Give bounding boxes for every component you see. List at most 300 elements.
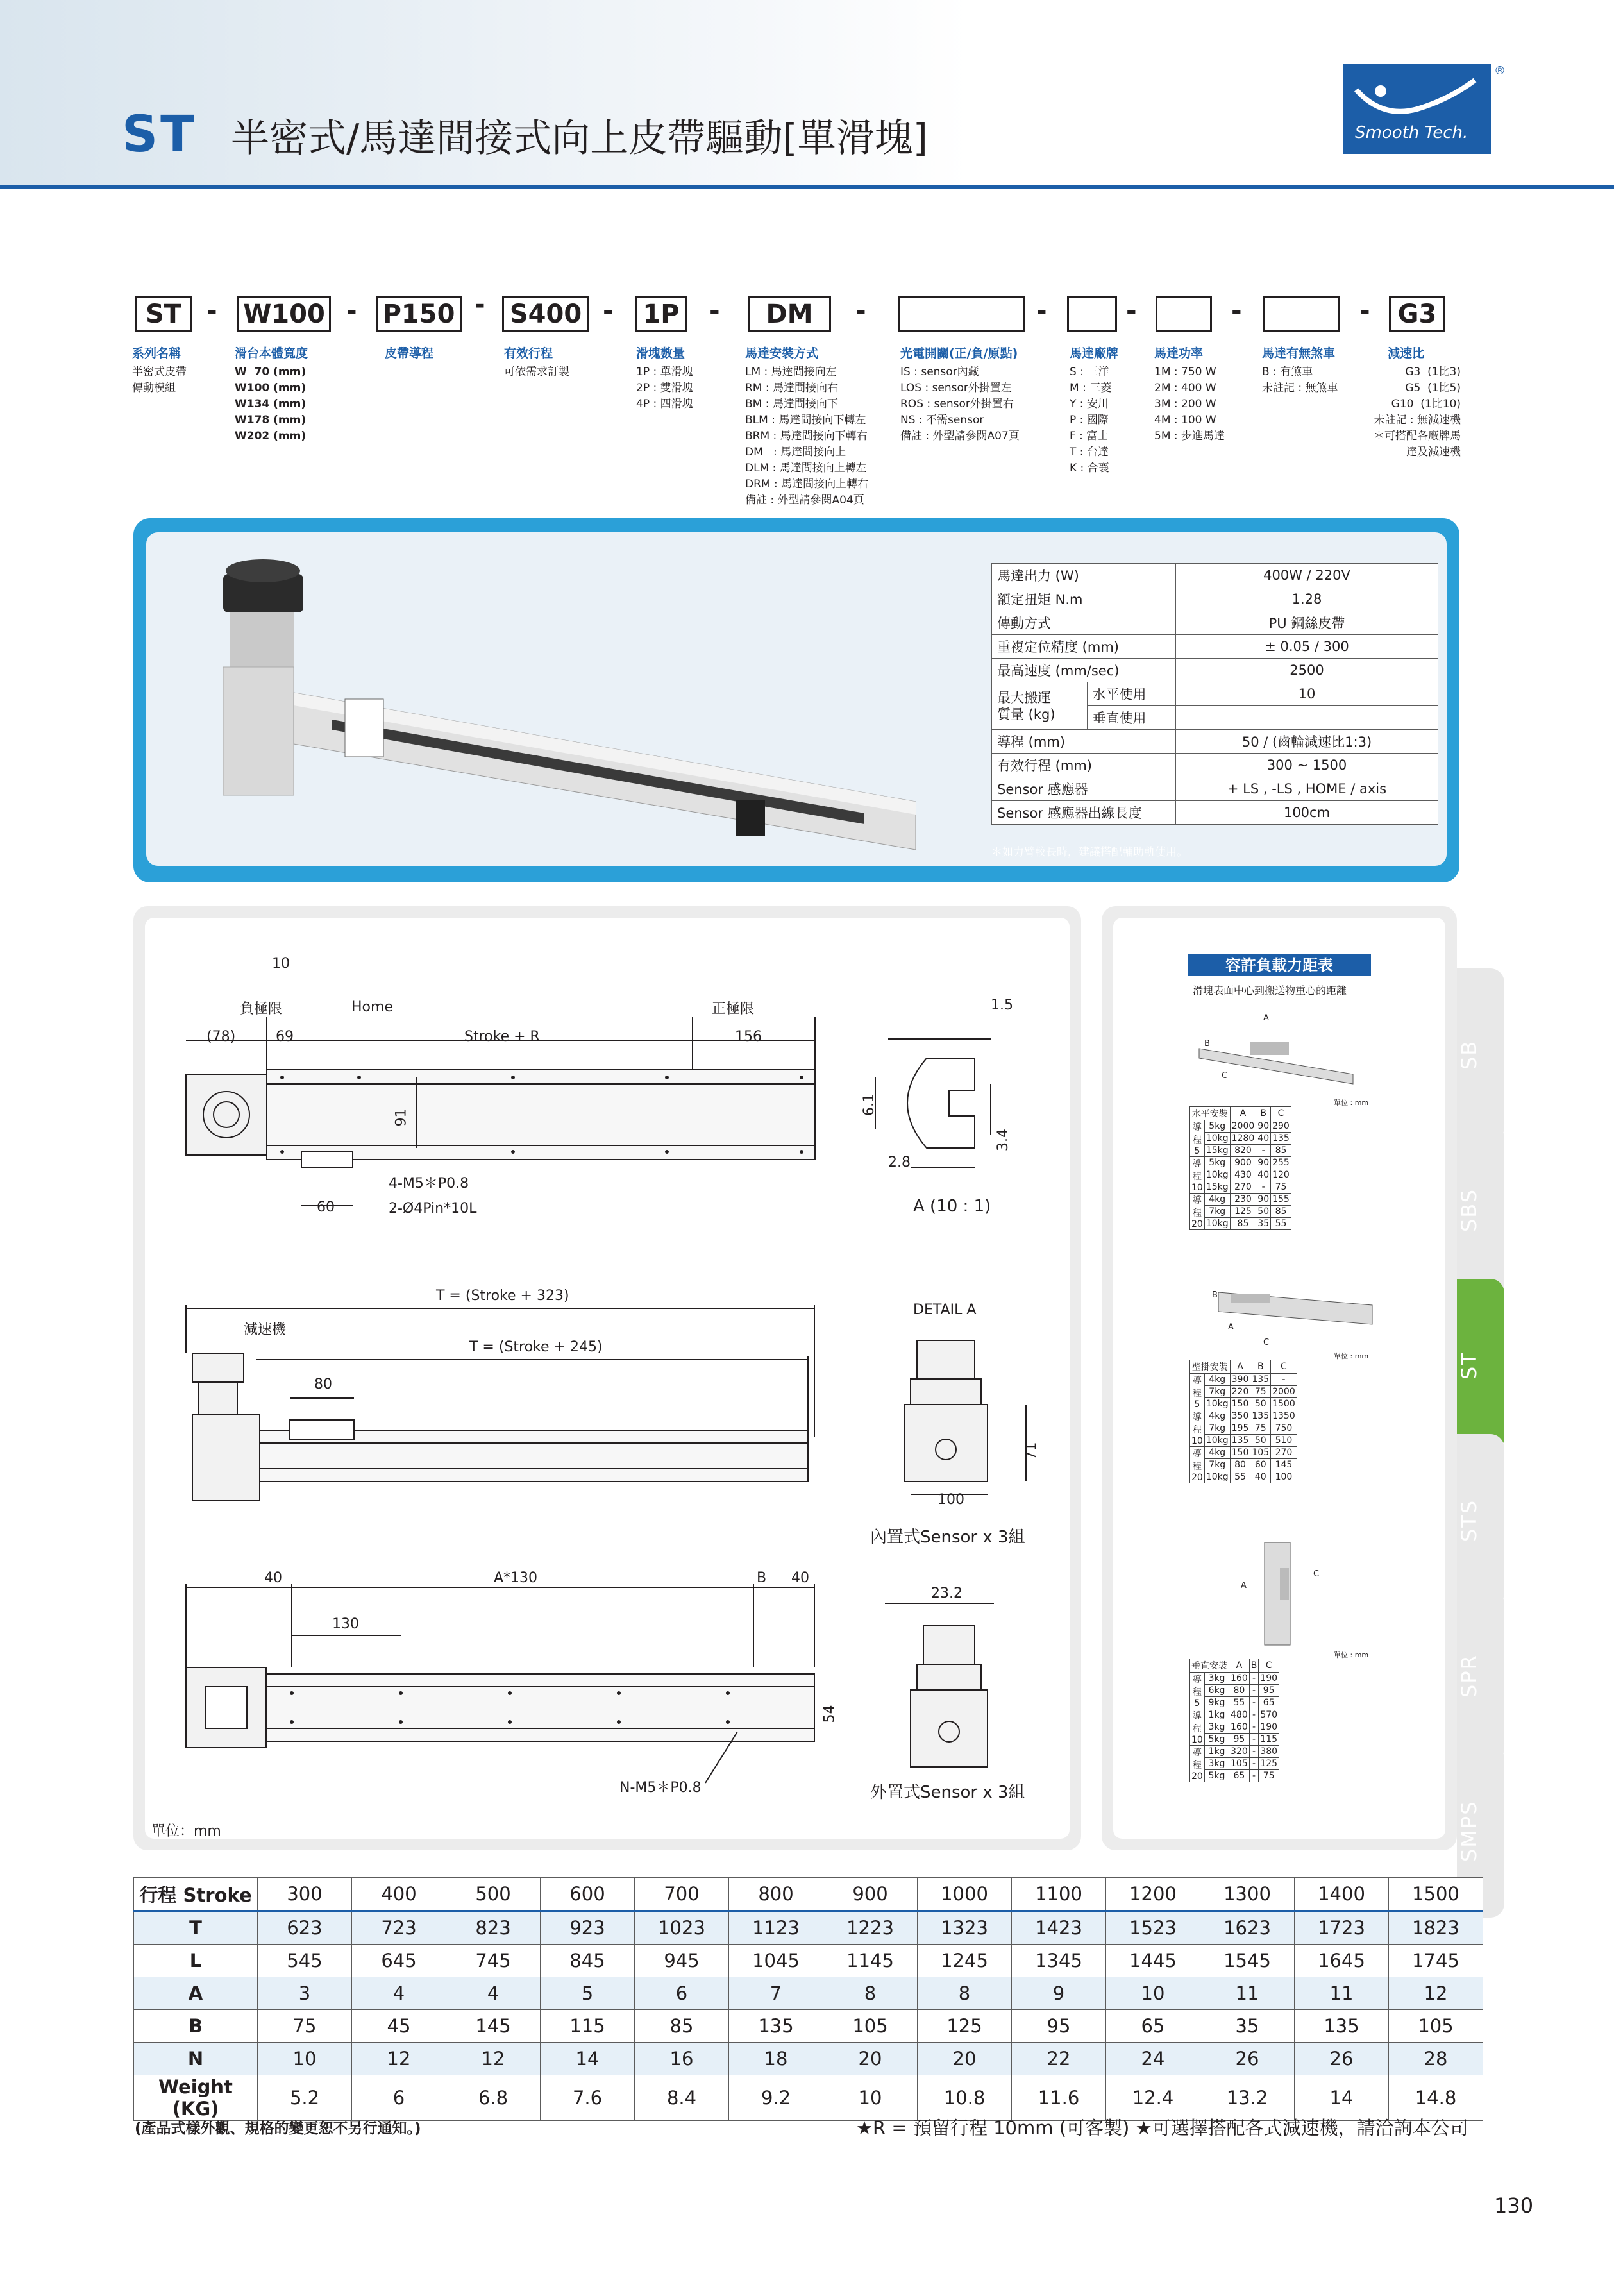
code-width: W100 (237, 296, 331, 332)
registered-mark: ® (1494, 64, 1506, 78)
col-title-brake: 馬達有無煞車 (1262, 346, 1336, 360)
code-reducer: G3 (1389, 296, 1445, 332)
load-cell: 40 (1256, 1133, 1271, 1145)
load-header: C (1271, 1360, 1297, 1374)
spec-payload-label: 最大搬運 質量 (kg) (992, 682, 1088, 730)
fig-label-c: C (1222, 1071, 1228, 1081)
spec-key: Sensor 感應器 (992, 777, 1176, 801)
col-desc-mount: LM : 馬達間接向左 RM : 馬達間接向右 BM : 馬達間接向下 BLM : 馬達間接向下轉左 BRM : 馬達間接向下轉右 DM : 馬達間接向上 DLM : 馬達間接向上轉左 DRM : 馬達間接向上轉右 備註 : 外型請參閱A04頁 (745, 366, 869, 507)
table-header: 行程 Stroke (134, 1878, 258, 1911)
table-cell: 65 (1106, 2010, 1200, 2043)
tab-st[interactable] (1457, 1279, 1504, 1452)
load-cell: 570 (1259, 1709, 1279, 1721)
table-header: 300 (258, 1878, 352, 1911)
table-cell: 16 (635, 2043, 729, 2075)
load-cell: 5kg (1204, 1157, 1230, 1169)
spec-key: 有效行程 (mm) (992, 754, 1176, 777)
tab-label: SBS (1457, 1188, 1481, 1233)
dim-label: 80 (314, 1376, 332, 1392)
fig-label-a: A (1241, 1581, 1247, 1591)
dim-label: 71 (1023, 1442, 1040, 1460)
neg-limit-label: 負極限 (240, 1001, 283, 1017)
table-cell: 1423 (1012, 1911, 1106, 1945)
load-cell: 900 (1230, 1157, 1256, 1169)
table-cell: 1823 (1389, 1911, 1483, 1945)
table-cell: 12.4 (1106, 2075, 1200, 2121)
col-desc-reducer: G3 (1比3) G5 (1比5) G10 (1比10) 未註記 : 無減速機 ＊可搭配各廠牌馬 達及減速機 (1374, 366, 1461, 459)
load-cell: 105 (1229, 1758, 1250, 1770)
lead-label: 導程5 (1190, 1120, 1205, 1157)
row-label: N (134, 2043, 258, 2075)
load-cell: 160 (1229, 1721, 1250, 1734)
load-mount-label: 水平安裝 (1190, 1107, 1231, 1120)
table-cell: 115 (541, 2010, 635, 2043)
table-cell: 923 (541, 1911, 635, 1945)
table-cell: 3 (258, 1977, 352, 2010)
table-header: 600 (541, 1878, 635, 1911)
load-cell: 85 (1230, 1218, 1256, 1230)
load-cell: 90 (1256, 1157, 1271, 1169)
table-cell: 6.8 (446, 2075, 541, 2121)
table-header: 800 (729, 1878, 823, 1911)
table-row (134, 2010, 1483, 2043)
table-cell: 7.6 (541, 2075, 635, 2121)
table-cell: 20 (823, 2043, 918, 2075)
load-cell: 7kg (1204, 1386, 1230, 1398)
table-cell: 24 (1106, 2043, 1200, 2075)
load-cell: 5kg (1204, 1734, 1229, 1746)
footer-note: ★R = 預留行程 10mm (可客製) ★可選擇搭配各式減速機，請洽詢本公司 (856, 2117, 1468, 2139)
table-cell: 105 (823, 2010, 918, 2043)
dim-label: (78) (206, 1029, 236, 1045)
code-series: ST (135, 296, 192, 332)
table-cell: 9 (1012, 1977, 1106, 2010)
table-cell: 11 (1295, 1977, 1389, 2010)
spec-payload-h-label: 水平使用 (1087, 682, 1175, 706)
lead-label: 導程10 (1190, 1410, 1205, 1447)
outer-sensor-label: 外置式Sensor x 3組 (870, 1783, 1025, 1802)
load-cell: 10kg (1204, 1471, 1230, 1483)
table-cell: 8 (823, 1977, 918, 2010)
load-cell: 1350 (1271, 1410, 1297, 1422)
spec-value: 50 / (齒輪減速比1:3) (1176, 730, 1438, 754)
load-cell: 85 (1271, 1145, 1291, 1157)
spec-key: 導程 (mm) (992, 730, 1176, 754)
load-cell: 125 (1259, 1758, 1279, 1770)
table-cell: 11 (1200, 1977, 1295, 2010)
load-cell: 40 (1256, 1169, 1271, 1181)
table-cell: 10 (1106, 1977, 1200, 2010)
table-header: 700 (635, 1878, 729, 1911)
table-cell: 85 (635, 2010, 729, 2043)
fig-label-b: B (1204, 1039, 1210, 1049)
load-cell: 75 (1271, 1181, 1291, 1194)
code-dash: - (1231, 296, 1242, 326)
code-lead: P150 (376, 296, 462, 332)
load-cell: 2000 (1230, 1120, 1256, 1133)
table-cell: 6 (635, 1977, 729, 2010)
spec-key: 傳動方式 (992, 611, 1176, 635)
load-cell: 90 (1256, 1194, 1271, 1206)
load-cell: 4kg (1204, 1374, 1230, 1386)
series-code: ST (122, 106, 198, 164)
col-desc-motor-brand: S : 三洋 M : 三菱 Y : 安川 P : 國際 F : 富士 T : 台達 K : 合襄 (1070, 366, 1112, 475)
table-cell: 945 (635, 1945, 729, 1977)
table-cell: 1323 (918, 1911, 1012, 1945)
row-label: L (134, 1945, 258, 1977)
load-cell: 155 (1271, 1194, 1291, 1206)
spec-note: ＊如力臂較長時，建議搭配輔助軌使用。 (991, 846, 1188, 859)
load-cell: 60 (1250, 1459, 1271, 1471)
table-cell: 1745 (1389, 1945, 1483, 1977)
table-cell: 26 (1200, 2043, 1295, 2075)
load-cell: 380 (1259, 1746, 1279, 1758)
dim-label: 40 (264, 1570, 282, 1586)
load-cell: 7kg (1204, 1422, 1230, 1435)
tab-sb[interactable] (1457, 968, 1504, 1142)
load-cell: 55 (1230, 1471, 1250, 1483)
load-cell: 290 (1271, 1120, 1291, 1133)
table-cell: 12 (1389, 1977, 1483, 2010)
table-cell: 1045 (729, 1945, 823, 1977)
load-cell: 15kg (1204, 1181, 1230, 1194)
col-title-mount: 馬達安裝方式 (745, 346, 819, 360)
load-cell: 90 (1256, 1120, 1271, 1133)
tab-sts[interactable] (1457, 1434, 1504, 1607)
load-cell: 50 (1250, 1435, 1271, 1447)
load-cell: 190 (1259, 1673, 1279, 1685)
table-cell: 1523 (1106, 1911, 1200, 1945)
col-title-slider: 滑塊數量 (636, 346, 685, 360)
load-cell: 10kg (1204, 1398, 1230, 1410)
load-cell: 105 (1250, 1447, 1271, 1459)
fig-label-a: A (1263, 1013, 1269, 1023)
load-cell: 320 (1229, 1746, 1250, 1758)
table-cell: 745 (446, 1945, 541, 1977)
code-dash: - (206, 296, 217, 326)
table-cell: 9.2 (729, 2075, 823, 2121)
table-cell: 20 (918, 2043, 1012, 2075)
dim-label: 156 (735, 1029, 762, 1045)
code-dash: - (1126, 296, 1137, 326)
tab-label: STS (1457, 1499, 1481, 1542)
tab-spr[interactable] (1457, 1589, 1504, 1762)
spec-key: 重複定位精度 (mm) (992, 635, 1176, 659)
spec-value: 400W / 220V (1176, 564, 1438, 587)
tab-sbs[interactable] (1457, 1124, 1504, 1297)
col-title-motor-brand: 馬達廠牌 (1070, 346, 1119, 360)
table-cell: 135 (1295, 2010, 1389, 2043)
load-cell: 55 (1229, 1697, 1250, 1709)
load-cell: 120 (1271, 1169, 1291, 1181)
table-cell: 1245 (918, 1945, 1012, 1977)
code-dash: - (603, 296, 614, 326)
load-cell: 220 (1230, 1386, 1250, 1398)
spec-key: 最高速度 (mm/sec) (992, 659, 1176, 682)
thread-label: N-M5＊P0.8 (619, 1780, 702, 1796)
dim-label: 10 (272, 956, 290, 972)
row-label: B (134, 2010, 258, 2043)
code-dash: - (855, 296, 866, 326)
col-title-motor-power: 馬達功率 (1154, 346, 1204, 360)
table-cell: 7 (729, 1977, 823, 2010)
dim-label: 69 (276, 1029, 294, 1045)
spec-value: 1.28 (1176, 587, 1438, 611)
load-cell: 190 (1259, 1721, 1279, 1734)
dim-label: 100 (937, 1492, 964, 1508)
table-cell: 645 (352, 1945, 446, 1977)
load-cell: 1280 (1230, 1133, 1256, 1145)
table-cell: 1145 (823, 1945, 918, 1977)
table-cell: 1223 (823, 1911, 918, 1945)
col-desc-width: W 70 (mm) W100 (mm) W134 (mm) W178 (mm) W202 (mm) (235, 366, 307, 443)
table-header: 400 (352, 1878, 446, 1911)
table-cell: 1123 (729, 1911, 823, 1945)
load-cell: - (1249, 1697, 1259, 1709)
load-cell: 1kg (1204, 1709, 1229, 1721)
load-cell: 145 (1271, 1459, 1297, 1471)
home-label: Home (351, 999, 393, 1015)
fig-label-a: A (1228, 1322, 1234, 1332)
table-header: 500 (446, 1878, 541, 1911)
load-mount-label: 壁掛安裝 (1190, 1360, 1231, 1374)
table-header: 1000 (918, 1878, 1012, 1911)
spec-key: Sensor 感應器出線長度 (992, 801, 1176, 825)
load-cell: 430 (1230, 1169, 1256, 1181)
load-cell: - (1256, 1145, 1271, 1157)
spec-key: 額定扭矩 N.m (992, 587, 1176, 611)
load-cell: 820 (1230, 1145, 1256, 1157)
table-cell: 1545 (1200, 1945, 1295, 1977)
table-header: 1400 (1295, 1878, 1389, 1911)
table-cell: 28 (1389, 2043, 1483, 2075)
load-cell: 4kg (1204, 1410, 1230, 1422)
spec-value: 300 ~ 1500 (1176, 754, 1438, 777)
load-header: A (1230, 1107, 1256, 1120)
spec-value: + LS , -LS , HOME / axis (1176, 777, 1438, 801)
load-cell: - (1249, 1673, 1259, 1685)
lead-label: 導程5 (1190, 1673, 1205, 1709)
table-cell: 26 (1295, 2043, 1389, 2075)
fig-label-c: C (1313, 1569, 1320, 1579)
load-cell: 65 (1259, 1697, 1279, 1709)
load-cell: 75 (1259, 1770, 1279, 1782)
table-cell: 545 (258, 1945, 352, 1977)
load-table-wall (1189, 1360, 1297, 1483)
lead-label: 導程5 (1190, 1374, 1205, 1410)
col-desc-brake: B : 有煞車 未註記 : 無煞車 (1262, 366, 1338, 394)
table-cell: 14.8 (1389, 2075, 1483, 2121)
load-cell: 5kg (1204, 1120, 1230, 1133)
spec-value: 2500 (1176, 659, 1438, 682)
load-title: 容許負載力距表 (1188, 954, 1371, 976)
table-cell: 135 (729, 2010, 823, 2043)
load-cell: 1kg (1204, 1746, 1229, 1758)
table-row (134, 1977, 1483, 2010)
code-mount: DM (748, 296, 831, 332)
load-cell: 480 (1229, 1709, 1250, 1721)
table-cell: 1723 (1295, 1911, 1389, 1945)
load-header: A (1230, 1360, 1250, 1374)
page-number: 130 (1494, 2193, 1534, 2218)
load-header: C (1271, 1107, 1291, 1120)
table-cell: 105 (1389, 2010, 1483, 2043)
load-cell: 195 (1230, 1422, 1250, 1435)
load-header: B (1250, 1360, 1271, 1374)
load-cell: 1500 (1271, 1398, 1297, 1410)
load-cell: 75 (1250, 1386, 1271, 1398)
load-cell: 390 (1230, 1374, 1250, 1386)
dim-label: 60 (317, 1199, 335, 1215)
table-cell: 823 (446, 1911, 541, 1945)
table-cell: 10 (258, 2043, 352, 2075)
load-unit: 單位 : mm (1334, 1099, 1369, 1107)
col-title-reducer: 減速比 (1388, 346, 1425, 360)
dim-label: A*130 (494, 1570, 538, 1586)
load-cell: 270 (1230, 1181, 1256, 1194)
table-cell: 145 (446, 2010, 541, 2043)
table-cell: 8.4 (635, 2075, 729, 2121)
tab-label: SMPS (1457, 1800, 1481, 1862)
tab-label: SB (1457, 1040, 1481, 1070)
dimension-table (133, 1877, 1483, 2121)
table-cell: 10 (823, 2075, 918, 2121)
table-cell: 5.2 (258, 2075, 352, 2121)
load-cell: 135 (1250, 1410, 1271, 1422)
tab-label: ST (1457, 1351, 1481, 1380)
col-title-series: 系列名稱 (132, 346, 181, 360)
row-label: T (134, 1911, 258, 1945)
unit-label: 單位：mm (151, 1823, 221, 1839)
fig-label-c: C (1263, 1338, 1270, 1347)
table-cell: 14 (1295, 2075, 1389, 2121)
table-cell: 4 (446, 1977, 541, 2010)
col-title-stroke: 有效行程 (504, 346, 553, 360)
table-cell: 22 (1012, 2043, 1106, 2075)
load-unit: 單位 : mm (1334, 1651, 1369, 1659)
dim-label: T = (Stroke + 323) (436, 1288, 569, 1304)
table-cell: 14 (541, 2043, 635, 2075)
col-desc-stroke: 可依需求訂製 (504, 366, 569, 378)
load-cell: 150 (1230, 1447, 1250, 1459)
dim-label: B (757, 1570, 767, 1586)
load-cell: 9kg (1204, 1697, 1229, 1709)
load-cell: 3kg (1204, 1673, 1229, 1685)
spec-key: 馬達出力 (W) (992, 564, 1176, 587)
lead-label: 導程20 (1190, 1194, 1205, 1230)
load-cell: - (1249, 1734, 1259, 1746)
code-dash: - (709, 296, 720, 326)
load-cell: 80 (1230, 1459, 1250, 1471)
col-desc-sensor: IS : sensor內藏 LOS : sensor外掛置左 ROS : sensor外掛置右 NS : 不需sensor 備註 : 外型請參閱A07頁 (900, 366, 1020, 443)
load-cell: 3kg (1204, 1758, 1229, 1770)
load-cell: 4kg (1204, 1447, 1230, 1459)
dim-label: T = (Stroke + 245) (469, 1339, 603, 1355)
thread-label: 4-M5＊P0.8 (389, 1176, 469, 1192)
table-cell: 10.8 (918, 2075, 1012, 2121)
table-header: 1200 (1106, 1878, 1200, 1911)
reducer-label: 減速機 (244, 1322, 287, 1338)
page-title: 半密式/馬達間接式向上皮帶驅動[單滑塊] (231, 116, 929, 161)
load-cell: 2000 (1271, 1386, 1297, 1398)
dim-label: 40 (791, 1570, 809, 1586)
dim-label: 3.4 (995, 1129, 1011, 1151)
load-unit: 單位 : mm (1334, 1352, 1369, 1360)
spec-value: ± 0.05 / 300 (1176, 635, 1438, 659)
col-title-lead: 皮帶導程 (385, 346, 434, 360)
load-cell: 750 (1271, 1422, 1297, 1435)
table-cell: 1345 (1012, 1945, 1106, 1977)
pin-label: 2-Ø4Pin*10L (389, 1201, 477, 1217)
vertical-mount-figure (1250, 1536, 1327, 1651)
spec-payload-v-label: 垂直使用 (1087, 706, 1175, 730)
load-cell: 65 (1229, 1770, 1250, 1782)
load-cell: 10kg (1204, 1435, 1230, 1447)
disclaimer: (產品式樣外觀、規格的變更恕不另行通知。) (135, 2120, 421, 2137)
load-cell: 50 (1256, 1206, 1271, 1218)
col-desc-series: 半密式皮帶 傳動模組 (132, 366, 187, 394)
load-cell: 135 (1271, 1133, 1291, 1145)
logo-text: Smooth Tech. (1355, 123, 1468, 142)
load-cell: 230 (1230, 1194, 1256, 1206)
load-table-horizontal (1189, 1106, 1291, 1230)
spec-payload-h-value: 10 (1176, 682, 1438, 706)
table-cell: 11.6 (1012, 2075, 1106, 2121)
wall-mount-figure (1206, 1279, 1398, 1350)
load-header: A (1229, 1659, 1250, 1673)
load-cell: 85 (1271, 1206, 1291, 1218)
load-cell: 150 (1230, 1398, 1250, 1410)
table-cell: 125 (918, 2010, 1012, 2043)
load-cell: 50 (1250, 1398, 1271, 1410)
code-dash: - (1036, 296, 1047, 326)
table-cell: 1623 (1200, 1911, 1295, 1945)
load-cell: 125 (1230, 1206, 1256, 1218)
table-cell: 723 (352, 1911, 446, 1945)
dim-label: 130 (332, 1616, 359, 1632)
lead-label: 導程10 (1190, 1157, 1205, 1194)
load-cell: - (1249, 1721, 1259, 1734)
load-cell: - (1249, 1709, 1259, 1721)
load-cell: 10kg (1204, 1169, 1230, 1181)
table-cell: 75 (258, 2010, 352, 2043)
table-header: 1100 (1012, 1878, 1106, 1911)
load-cell: 80 (1229, 1685, 1250, 1697)
load-cell: 75 (1250, 1422, 1271, 1435)
detail-scale-label: A (10 : 1) (913, 1197, 991, 1216)
table-cell: 35 (1200, 2010, 1295, 2043)
dim-label: 6.1 (861, 1093, 877, 1116)
load-cell: 135 (1230, 1435, 1250, 1447)
tab-label: SPR (1457, 1654, 1481, 1698)
table-header: 1500 (1389, 1878, 1483, 1911)
table-cell: 623 (258, 1911, 352, 1945)
table-cell: 13.2 (1200, 2075, 1295, 2121)
col-desc-motor-power: 1M : 750 W 2M : 400 W 3M : 200 W 4M : 100 W 5M : 步進馬達 (1154, 366, 1225, 443)
load-cell: 6kg (1204, 1685, 1229, 1697)
lead-label: 導程20 (1190, 1447, 1205, 1483)
load-cell: 350 (1230, 1410, 1250, 1422)
table-cell: 12 (352, 2043, 446, 2075)
dim-label: Stroke + R (464, 1029, 540, 1045)
load-cell: 115 (1259, 1734, 1279, 1746)
table-cell: 4 (352, 1977, 446, 2010)
load-cell: 5kg (1204, 1770, 1229, 1782)
table-cell: 95 (1012, 2010, 1106, 2043)
load-cell: - (1249, 1758, 1259, 1770)
fig-label-b: B (1212, 1290, 1218, 1300)
table-row (134, 1911, 1483, 1945)
